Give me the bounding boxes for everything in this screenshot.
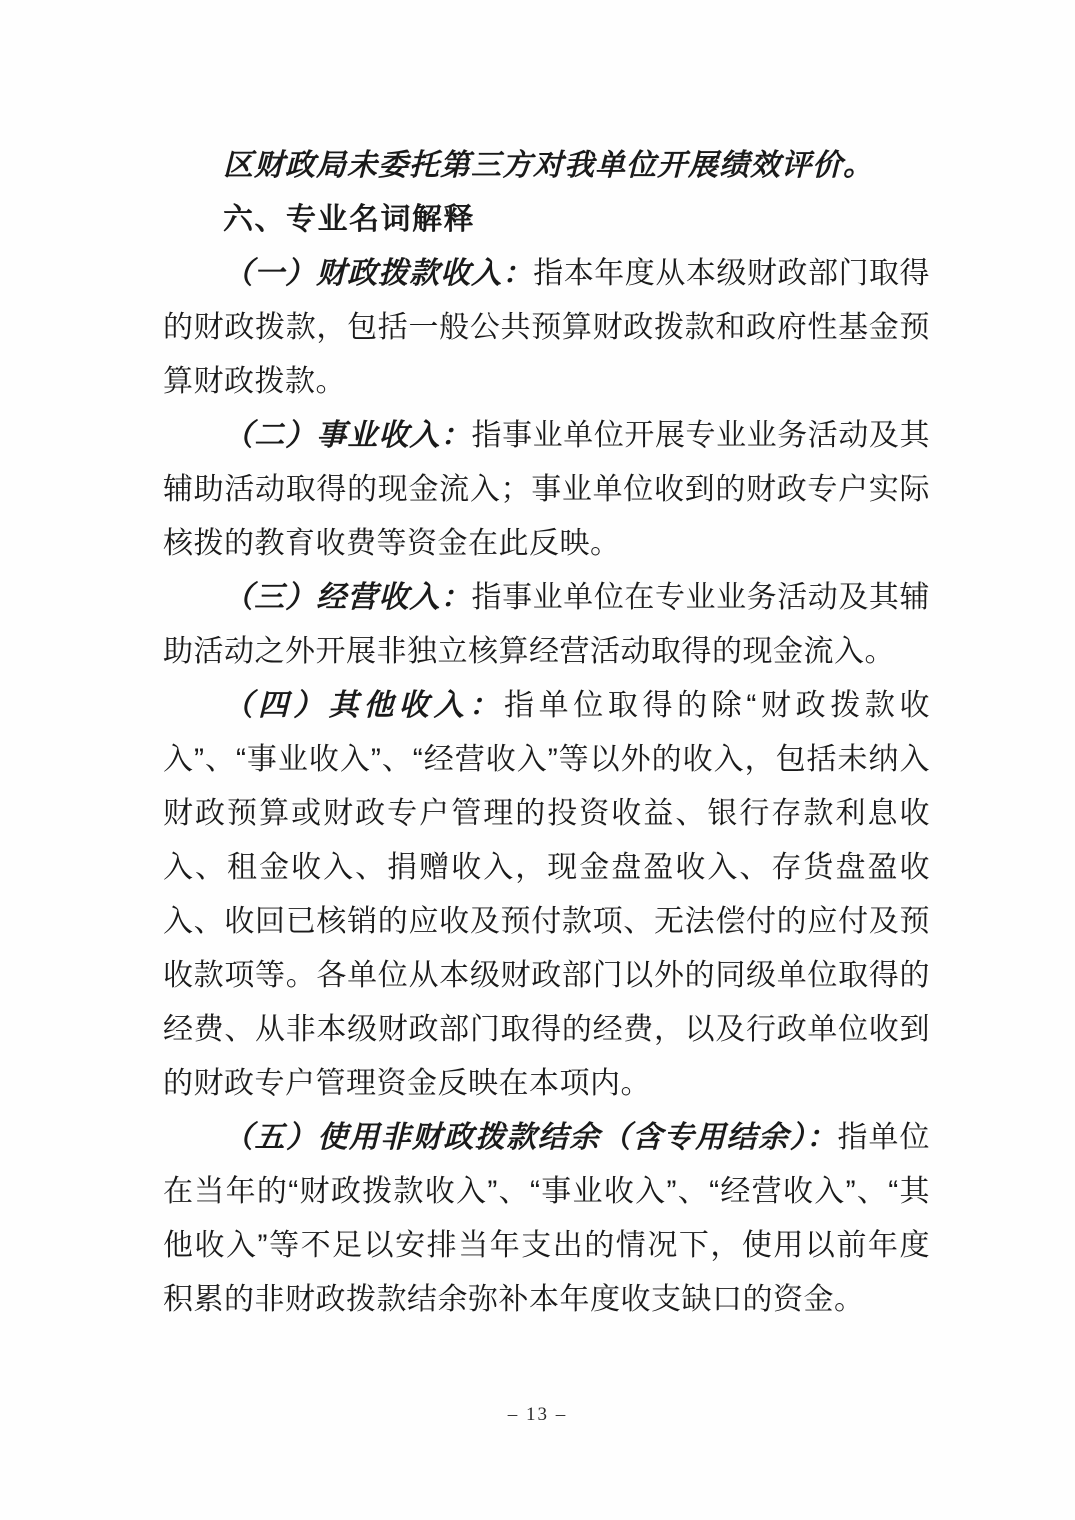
paragraph-definition-3 bbox=[163, 571, 930, 679]
definition-term: （四）其他收入： bbox=[223, 689, 504, 722]
section-heading-glossary bbox=[163, 193, 930, 247]
paragraph-performance-evaluation bbox=[163, 139, 930, 193]
definition-body: 指事业单位开展专业业务活动及其辅助活动取得的现金流入；事业单位收到的财政专户实际核拨的教育收费等资金在此反映。 bbox=[163, 419, 931, 560]
definition-body: 指单位取得的除“财政拨款收入”、“事业收入”、“经营收入”等以外的收入，包括未纳入财政预算或财政专户管理的投资收益、银行存款利息收入、租金收入、捐赠收入，现金盘盈收入、存货盘盈收入、收回已核销的应收及预付款项、无法偿付的应付及预收款项等。各单位从本级财政部门以外的同级单位取得的经费、从非本级财政部门取得的经费，以及行政单位收到的财政专户管理资金反映在本项内。 bbox=[163, 689, 930, 1100]
definition-body: 指单位在当年的“财政拨款收入”、“事业收入”、“经营收入”、“其他收入”等不足以安排当年支出的情况下，使用以前年度积累的非财政拨款结余弥补本年度收支缺口的资金。 bbox=[163, 1121, 931, 1316]
paragraph-definition-4 bbox=[163, 679, 930, 1111]
document-content bbox=[163, 139, 930, 1327]
definition-body: 指事业单位在专业业务活动及其辅助活动之外开展非独立核算经营活动取得的现金流入。 bbox=[163, 581, 931, 668]
paragraph-definition-2 bbox=[163, 409, 930, 571]
definition-term: （二）事业收入： bbox=[223, 419, 472, 452]
definition-term: （一）财政拨款收入： bbox=[223, 257, 534, 290]
page-number: – 13 – bbox=[507, 1404, 568, 1425]
definition-body: 指本年度从本级财政部门取得的财政拨款，包括一般公共预算财政拨款和政府性基金预算财政拨款。 bbox=[163, 257, 931, 398]
paragraph-text: 区财政局未委托第三方对我单位开展绩效评价。 bbox=[223, 149, 874, 182]
section-heading-text: 六、专业名词解释 bbox=[223, 203, 475, 236]
paragraph-definition-5 bbox=[163, 1111, 930, 1327]
paragraph-definition-1 bbox=[163, 247, 930, 409]
definition-term: （五）使用非财政拨款结余（含专用结余）： bbox=[223, 1121, 838, 1154]
definition-term: （三）经营收入： bbox=[223, 581, 472, 614]
